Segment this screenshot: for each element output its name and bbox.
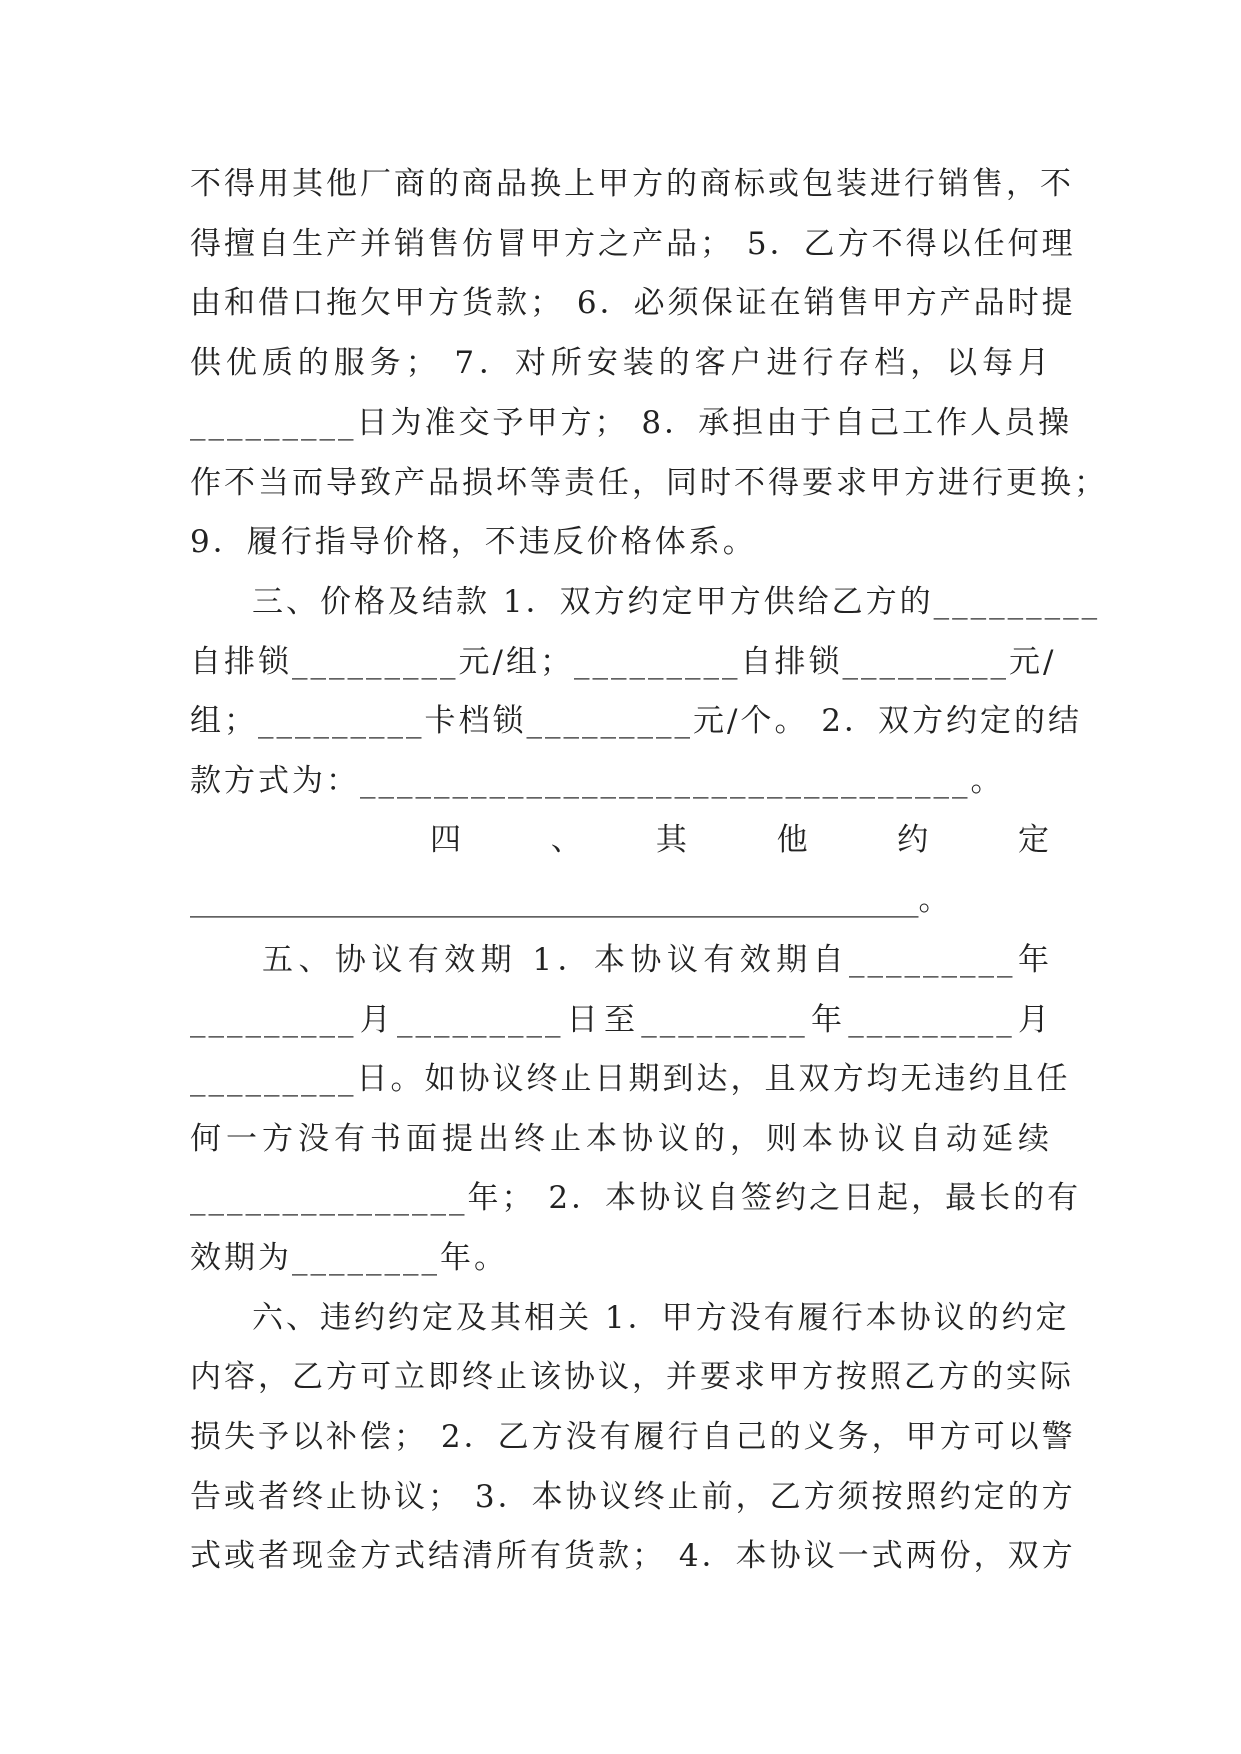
text-line: _________日。如协议终止日期到达，且双方均无违约且任	[190, 1061, 1071, 1097]
section-heading-price: 三、价格及结款 1．双方约定甲方供给乙方的_________	[252, 584, 1101, 620]
section-heading-term: 五、协议有效期 1．本协议有效期自_________年	[262, 942, 1052, 978]
text-line: _________月_________日至_________年_________月	[190, 1002, 1052, 1038]
text-line: _________日为准交予甲方； 8．承担由于自己工作人员操	[190, 405, 1073, 441]
text-line: 内容，乙方可立即终止该协议，并要求甲方按照乙方的实际	[190, 1359, 1074, 1395]
text-line: 款方式为：_________________________________。	[190, 763, 1005, 799]
text-line: _______________年； 2．本协议自签约之日起，最长的有	[190, 1180, 1082, 1216]
text-line: 损失予以补偿； 2．乙方没有履行自己的义务，甲方可以警	[190, 1419, 1076, 1455]
text-line: 9．履行指导价格，不违反价格体系。	[190, 524, 757, 560]
text-line: 式或者现金方式结清所有货款； 4．本协议一式两份，双方	[190, 1538, 1076, 1574]
section-heading-breach: 六、违约约定及其相关 1．甲方没有履行本协议的约定	[252, 1300, 1070, 1336]
section-heading-other: 四 、 其 他 约 定	[430, 822, 1052, 858]
text-line: 得擅自生产并销售仿冒甲方之产品； 5．乙方不得以任何理	[190, 226, 1076, 262]
text-line: 何一方没有书面提出终止本协议的，则本协议自动延续	[190, 1121, 1052, 1157]
text-line: 自排锁_________元/组；_________自排锁_________元/	[190, 644, 1057, 680]
text-line: _______________________________________________。	[190, 882, 950, 918]
text-line: 告或者终止协议； 3．本协议终止前，乙方须按照约定的方	[190, 1479, 1076, 1515]
text-line: 组；_________卡档锁_________元/个。 2．双方约定的结	[190, 703, 1083, 739]
text-line: 效期为________年。	[190, 1240, 508, 1276]
text-line: 供优质的服务； 7．对所安装的客户进行存档，以每月	[190, 345, 1052, 381]
text-line: 不得用其他厂商的商品换上甲方的商标或包装进行销售，不	[190, 166, 1074, 202]
text-line: 作不当而导致产品损坏等责任，同时不得要求甲方进行更换；	[190, 465, 1108, 501]
text-line: 由和借口拖欠甲方货款； 6．必须保证在销售甲方产品时提	[190, 285, 1076, 321]
